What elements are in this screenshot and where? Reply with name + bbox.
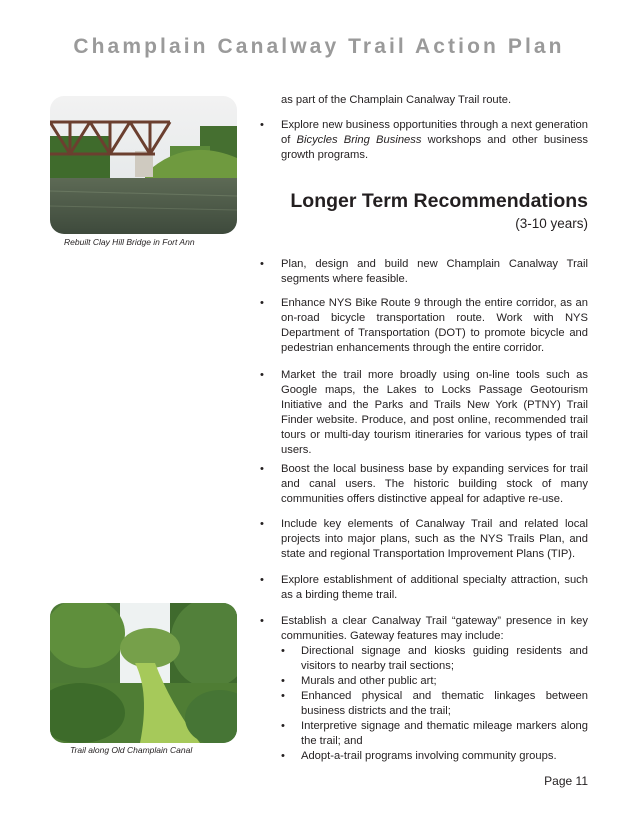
list-item-text: Explore new business opportunities through a next generation of Bicycles Bring Business workshops and other business growth programs. xyxy=(281,119,588,161)
list-item xyxy=(260,614,588,764)
document-header: Champlain Canalway Trail Action Plan xyxy=(73,35,565,58)
photo-caption: Rebuilt Clay Hill Bridge in Fort Ann xyxy=(64,237,195,247)
trail-photo xyxy=(50,603,237,743)
bullet-glyph: • xyxy=(281,675,285,687)
list-item-text: Plan, design and build new Champlain Canalway Trail segments where feasible. xyxy=(281,258,588,285)
bullet-glyph: • xyxy=(260,463,264,475)
sub-list-item-text: Murals and other public art; xyxy=(301,675,437,687)
list-item-text: Establish a clear Canalway Trail “gateway” presence in key communities. Gateway features may include: xyxy=(281,615,588,642)
bullet-glyph: • xyxy=(281,645,285,657)
bullet-glyph: • xyxy=(260,615,264,627)
continuation-text: as part of the Champlain Canalway Trail route. xyxy=(281,94,512,106)
bullet-glyph: • xyxy=(281,690,285,702)
sub-list-item xyxy=(281,674,588,689)
page-number: Page 11 xyxy=(544,774,588,788)
bullet-glyph: • xyxy=(260,574,264,586)
section-subheading: (3-10 years) xyxy=(515,216,588,231)
bullet-glyph: • xyxy=(260,297,264,309)
list-item-text: Market the trail more broadly using on-line tools such as Google maps, the Lakes to Locks Passage Geotourism Initiative and the Parks and Trails New York (PTNY) Trail Finder website. Produce, and post online, recommended trail tours or multi-day tourism itineraries for various types of trail users. xyxy=(281,369,588,456)
bullet-glyph: • xyxy=(281,720,285,732)
sub-list-item xyxy=(281,644,588,674)
list-item xyxy=(260,368,588,458)
bullet-glyph: • xyxy=(260,369,264,381)
bullet-glyph: • xyxy=(260,119,264,131)
list-item xyxy=(260,118,588,163)
list-item xyxy=(260,517,588,562)
sub-list-item xyxy=(281,749,588,764)
sub-list-item xyxy=(281,719,588,749)
list-item-text: Include key elements of Canalway Trail and related local projects into major plans, such as the NYS Trails Plan, and state and regional Transportation Improvement Plans (TIP). xyxy=(281,518,588,560)
bullet-glyph: • xyxy=(260,258,264,270)
sub-list-item-text: Directional signage and kiosks guiding residents and visitors to nearby trail sections; xyxy=(301,645,588,672)
sub-list-item-text: Adopt-a-trail programs involving community groups. xyxy=(301,750,557,762)
list-item xyxy=(260,462,588,507)
list-item xyxy=(260,257,588,287)
sub-list-item-text: Enhanced physical and thematic linkages between business districts and the trail; xyxy=(301,690,588,717)
list-item xyxy=(260,296,588,356)
list-item-text: Explore establishment of additional specialty attraction, such as a birding theme trail. xyxy=(281,574,588,601)
bullet-glyph: • xyxy=(281,750,285,762)
sub-list-item xyxy=(281,689,588,719)
list-item-text: Boost the local business base by expanding services for trail and canal users. The historic building stock of many communities offers distinctive appeal for adaptive re-use. xyxy=(281,463,588,505)
list-item-text: Enhance NYS Bike Route 9 through the entire corridor, as an on-road bicycle transportation route. Work with NYS Department of Transportation (DOT) to promote bicycle and pedestrian enhancements through the entire corridor. xyxy=(281,297,588,354)
photo-caption: Trail along Old Champlain Canal xyxy=(70,745,193,755)
sub-list-item-text: Interpretive signage and thematic mileage markers along the trail; and xyxy=(301,720,588,747)
bridge-photo xyxy=(50,96,237,234)
bullet-glyph: • xyxy=(260,518,264,530)
list-item xyxy=(260,573,588,603)
section-heading: Longer Term Recommendations xyxy=(290,190,588,212)
